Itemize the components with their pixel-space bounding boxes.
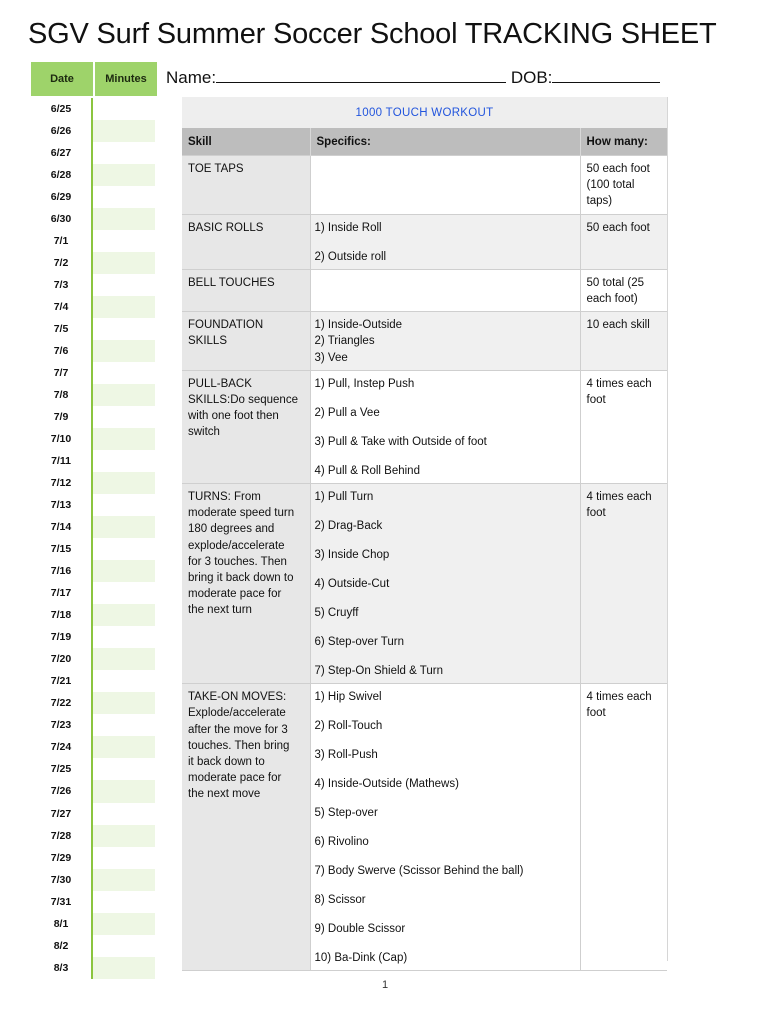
date-cell: 7/25 xyxy=(31,758,93,780)
tracker-row xyxy=(31,120,157,142)
minutes-cell[interactable] xyxy=(93,869,155,891)
date-cell: 7/4 xyxy=(31,296,93,318)
tracker-row xyxy=(31,230,157,252)
specifics-item: 2) Outside roll xyxy=(314,250,387,263)
specifics-item: 1) Inside Roll xyxy=(314,221,382,234)
specifics-item: 3) Vee xyxy=(314,351,348,364)
date-cell: 7/9 xyxy=(31,406,93,428)
how-many-text: foot xyxy=(586,507,606,520)
date-cell: 7/22 xyxy=(31,692,93,714)
page-title: SGV Surf Summer Soccer School TRACKING SHEET xyxy=(28,18,717,50)
date-cell: 7/2 xyxy=(31,252,93,274)
how-many-text: 50 each foot xyxy=(586,163,650,175)
date-cell: 6/29 xyxy=(31,186,93,208)
minutes-cell[interactable] xyxy=(93,406,155,428)
tracker-row xyxy=(31,142,157,164)
skill-text: moderate pace for xyxy=(188,588,282,601)
specifics-item: 3) Pull & Take with Outside of foot xyxy=(314,435,487,448)
date-cell: 7/20 xyxy=(31,648,93,670)
tracker-row xyxy=(31,494,157,516)
specifics-item: 7) Body Swerve (Scissor Behind the ball) xyxy=(314,865,524,878)
minutes-cell[interactable] xyxy=(93,758,155,780)
specifics-cell xyxy=(310,370,580,483)
minutes-cell[interactable] xyxy=(93,252,155,274)
specifics-item: 3) Inside Chop xyxy=(314,549,390,562)
skill-cell xyxy=(182,684,310,971)
workout-row xyxy=(182,156,667,215)
date-cell: 7/28 xyxy=(31,825,93,847)
workout-row xyxy=(182,312,667,371)
how-many-text: 50 total (25 xyxy=(586,276,645,289)
tracker-row xyxy=(31,626,157,648)
specifics-item: 10) Ba-Dink (Cap) xyxy=(314,952,408,965)
date-cell: 6/27 xyxy=(31,142,93,164)
tracker-row xyxy=(31,604,157,626)
tracker-row xyxy=(31,384,157,406)
specifics-item: 5) Cruyff xyxy=(314,607,359,620)
date-cell: 7/1 xyxy=(31,230,93,252)
date-cell: 7/6 xyxy=(31,340,93,362)
skill-text: the next turn xyxy=(188,604,252,617)
minutes-cell[interactable] xyxy=(93,428,155,450)
specifics-item: 9) Double Scissor xyxy=(314,923,406,936)
specifics-cell xyxy=(310,214,580,269)
tracker-row xyxy=(31,164,157,186)
specifics-item: 7) Step-On Shield & Turn xyxy=(314,665,443,678)
minutes-cell[interactable] xyxy=(93,98,155,120)
date-cell: 8/2 xyxy=(31,935,93,957)
skill-header: Skill xyxy=(182,128,310,156)
how-many-text: 50 each foot xyxy=(586,221,650,234)
workout-header-row xyxy=(182,128,667,156)
minutes-cell[interactable] xyxy=(93,340,155,362)
minutes-cell[interactable] xyxy=(93,891,155,913)
date-cell: 7/19 xyxy=(31,626,93,648)
skill-text: TOE TAPS xyxy=(188,163,244,175)
minutes-cell[interactable] xyxy=(93,208,155,230)
minutes-cell[interactable] xyxy=(93,120,155,142)
how-many-cell xyxy=(580,269,667,311)
minutes-cell[interactable] xyxy=(93,604,155,626)
date-cell: 7/29 xyxy=(31,847,93,869)
minutes-cell[interactable] xyxy=(93,560,155,582)
skill-text: PULL-BACK xyxy=(188,377,252,390)
tracker-row xyxy=(31,957,157,979)
skill-text: TURNS: From xyxy=(188,491,261,504)
skill-text: BASIC ROLLS xyxy=(188,221,264,234)
workout-title: 1000 TOUCH WORKOUT xyxy=(182,97,667,128)
minutes-cell[interactable] xyxy=(93,736,155,758)
skill-cell xyxy=(182,484,310,684)
date-cell: 7/3 xyxy=(31,274,93,296)
specifics-cell xyxy=(310,269,580,311)
tracker-row xyxy=(31,274,157,296)
date-cell: 7/14 xyxy=(31,516,93,538)
date-cell: 7/31 xyxy=(31,891,93,913)
how-many-cell xyxy=(580,156,667,215)
minutes-cell[interactable] xyxy=(93,296,155,318)
date-tracker xyxy=(31,62,157,979)
specifics-item: 2) Pull a Vee xyxy=(314,406,380,419)
tracker-row xyxy=(31,825,157,847)
minutes-cell[interactable] xyxy=(93,714,155,736)
skill-cell xyxy=(182,312,310,371)
tracker-row xyxy=(31,891,157,913)
how-many-text: 10 each skill xyxy=(586,319,650,332)
tracker-row xyxy=(31,648,157,670)
date-cell: 7/15 xyxy=(31,538,93,560)
tracker-row xyxy=(31,736,157,758)
specifics-item: 5) Step-over xyxy=(314,807,378,820)
minutes-cell[interactable] xyxy=(93,780,155,802)
date-cell: 7/13 xyxy=(31,494,93,516)
how-many-header: How many: xyxy=(580,128,667,156)
tracker-rows xyxy=(31,98,157,979)
specifics-header: Specifics: xyxy=(310,128,580,156)
skill-text: after the move for 3 xyxy=(188,723,288,736)
how-many-text: taps) xyxy=(586,195,613,208)
specifics-item: 2) Drag-Back xyxy=(314,520,383,533)
skill-text: moderate pace for xyxy=(188,772,282,785)
minutes-cell[interactable] xyxy=(93,472,155,494)
date-cell: 8/1 xyxy=(31,913,93,935)
specifics-item: 4) Outside-Cut xyxy=(314,578,390,591)
minutes-cell[interactable] xyxy=(93,913,155,935)
name-label: Name: xyxy=(166,68,217,87)
date-cell: 7/24 xyxy=(31,736,93,758)
minutes-cell[interactable] xyxy=(93,494,155,516)
skill-text: touches. Then bring xyxy=(188,739,290,752)
minutes-cell[interactable] xyxy=(93,935,155,957)
tracker-row xyxy=(31,538,157,560)
tracker-row xyxy=(31,252,157,274)
tracker-row xyxy=(31,318,157,340)
minutes-cell[interactable] xyxy=(93,692,155,714)
date-cell: 8/3 xyxy=(31,957,93,979)
skill-cell xyxy=(182,214,310,269)
skill-text: TAKE-ON MOVES: xyxy=(188,691,287,704)
tracker-row xyxy=(31,560,157,582)
minutes-cell[interactable] xyxy=(93,274,155,296)
tracker-row xyxy=(31,472,157,494)
date-header: Date xyxy=(31,62,95,96)
date-cell: 7/11 xyxy=(31,450,93,472)
minutes-cell[interactable] xyxy=(93,186,155,208)
minutes-header: Minutes xyxy=(95,62,157,96)
minutes-cell[interactable] xyxy=(93,538,155,560)
skill-text: SKILLS:Do sequence xyxy=(188,394,298,407)
date-cell: 7/23 xyxy=(31,714,93,736)
date-cell: 7/30 xyxy=(31,869,93,891)
tracker-row xyxy=(31,428,157,450)
how-many-text: foot xyxy=(586,707,606,720)
dob-blank[interactable] xyxy=(552,66,660,83)
specifics-item: 1) Pull Turn xyxy=(314,491,374,504)
skill-cell xyxy=(182,269,310,311)
date-cell: 7/26 xyxy=(31,780,93,802)
specifics-item: 6) Step-over Turn xyxy=(314,636,404,649)
skill-text: switch xyxy=(188,426,220,439)
how-many-cell xyxy=(580,684,667,971)
how-many-text: 4 times each xyxy=(586,377,652,390)
minutes-cell[interactable] xyxy=(93,670,155,692)
tracker-row xyxy=(31,516,157,538)
page-number: 1 xyxy=(381,979,389,991)
tracker-row xyxy=(31,450,157,472)
specifics-item: 2) Roll-Touch xyxy=(314,720,383,733)
specifics-item: 2) Triangles xyxy=(314,335,375,348)
date-cell: 7/27 xyxy=(31,803,93,825)
skill-text: explode/accelerate xyxy=(188,539,285,552)
date-cell: 6/26 xyxy=(31,120,93,142)
tracker-row xyxy=(31,803,157,825)
skill-text: SKILLS xyxy=(188,335,227,348)
how-many-cell xyxy=(580,214,667,269)
tracker-header xyxy=(31,62,157,96)
tracker-row xyxy=(31,758,157,780)
how-many-text: 4 times each xyxy=(586,691,652,704)
how-many-text: foot xyxy=(586,394,606,407)
workout-row xyxy=(182,484,667,684)
tracker-row xyxy=(31,582,157,604)
tracker-row xyxy=(31,670,157,692)
date-cell: 7/18 xyxy=(31,604,93,626)
tracker-row xyxy=(31,296,157,318)
tracker-row xyxy=(31,847,157,869)
minutes-cell[interactable] xyxy=(93,847,155,869)
specifics-item: 1) Pull, Instep Push xyxy=(314,377,415,390)
specifics-item: 6) Rivolino xyxy=(314,836,369,849)
skill-cell xyxy=(182,156,310,215)
tracker-row xyxy=(31,186,157,208)
specifics-item: 8) Scissor xyxy=(314,894,366,907)
date-cell: 6/28 xyxy=(31,164,93,186)
minutes-cell[interactable] xyxy=(93,803,155,825)
date-cell: 7/5 xyxy=(31,318,93,340)
skill-text: BELL TOUCHES xyxy=(188,276,275,289)
skill-text: 180 degrees and xyxy=(188,523,275,536)
dob-label: DOB: xyxy=(510,68,553,87)
skill-text: the next move xyxy=(188,788,261,801)
name-dob-line xyxy=(166,66,660,88)
how-many-text: (100 total xyxy=(586,179,635,192)
minutes-cell[interactable] xyxy=(93,626,155,648)
workout-row xyxy=(182,269,667,311)
date-cell: 6/30 xyxy=(31,208,93,230)
date-cell: 7/7 xyxy=(31,362,93,384)
minutes-cell[interactable] xyxy=(93,230,155,252)
minutes-cell[interactable] xyxy=(93,825,155,847)
minutes-cell[interactable] xyxy=(93,648,155,670)
how-many-text: 4 times each xyxy=(586,491,652,504)
specifics-cell xyxy=(310,156,580,215)
workout-body xyxy=(182,156,667,971)
minutes-cell[interactable] xyxy=(93,384,155,406)
minutes-cell[interactable] xyxy=(93,516,155,538)
tracker-row xyxy=(31,98,157,120)
date-cell: 6/25 xyxy=(31,98,93,120)
workout-row xyxy=(182,214,667,269)
date-cell: 7/12 xyxy=(31,472,93,494)
tracker-row xyxy=(31,692,157,714)
skill-cell xyxy=(182,370,310,483)
tracker-row xyxy=(31,913,157,935)
workout-title-row xyxy=(182,97,667,128)
specifics-item: 1) Hip Swivel xyxy=(314,691,382,704)
tracker-row xyxy=(31,208,157,230)
workout-row xyxy=(182,370,667,483)
specifics-cell xyxy=(310,684,580,971)
skill-text: bring it back down to xyxy=(188,572,294,585)
skill-text: Explode/accelerate xyxy=(188,707,286,720)
specifics-item: 3) Roll-Push xyxy=(314,749,378,762)
workout-table xyxy=(182,97,668,971)
how-many-text: each foot) xyxy=(586,293,638,306)
name-blank[interactable] xyxy=(216,66,506,83)
specifics-item: 4) Pull & Roll Behind xyxy=(314,464,420,477)
how-many-cell xyxy=(580,312,667,371)
minutes-cell[interactable] xyxy=(93,362,155,384)
minutes-cell[interactable] xyxy=(93,582,155,604)
specifics-cell xyxy=(310,312,580,371)
minutes-cell[interactable] xyxy=(93,142,155,164)
tracker-row xyxy=(31,935,157,957)
skill-text: with one foot then xyxy=(188,410,279,423)
date-cell: 7/8 xyxy=(31,384,93,406)
date-cell: 7/21 xyxy=(31,670,93,692)
skill-text: for 3 touches. Then xyxy=(188,555,287,568)
specifics-item: 1) Inside-Outside xyxy=(314,319,403,332)
workout-row xyxy=(182,684,667,971)
skill-text: moderate speed turn xyxy=(188,507,295,520)
how-many-cell xyxy=(580,370,667,483)
specifics-item: 4) Inside-Outside (Mathews) xyxy=(314,778,459,791)
minutes-cell[interactable] xyxy=(93,164,155,186)
tracker-row xyxy=(31,714,157,736)
specifics-cell xyxy=(310,484,580,684)
date-cell: 7/10 xyxy=(31,428,93,450)
how-many-cell xyxy=(580,484,667,684)
tracker-row xyxy=(31,340,157,362)
minutes-cell[interactable] xyxy=(93,957,155,979)
skill-text: FOUNDATION xyxy=(188,319,264,332)
date-cell: 7/16 xyxy=(31,560,93,582)
tracker-row xyxy=(31,780,157,802)
minutes-cell[interactable] xyxy=(93,318,155,340)
tracker-row xyxy=(31,869,157,891)
skill-text: it back down to xyxy=(188,756,265,769)
minutes-cell[interactable] xyxy=(93,450,155,472)
tracker-row xyxy=(31,362,157,384)
tracker-row xyxy=(31,406,157,428)
date-cell: 7/17 xyxy=(31,582,93,604)
